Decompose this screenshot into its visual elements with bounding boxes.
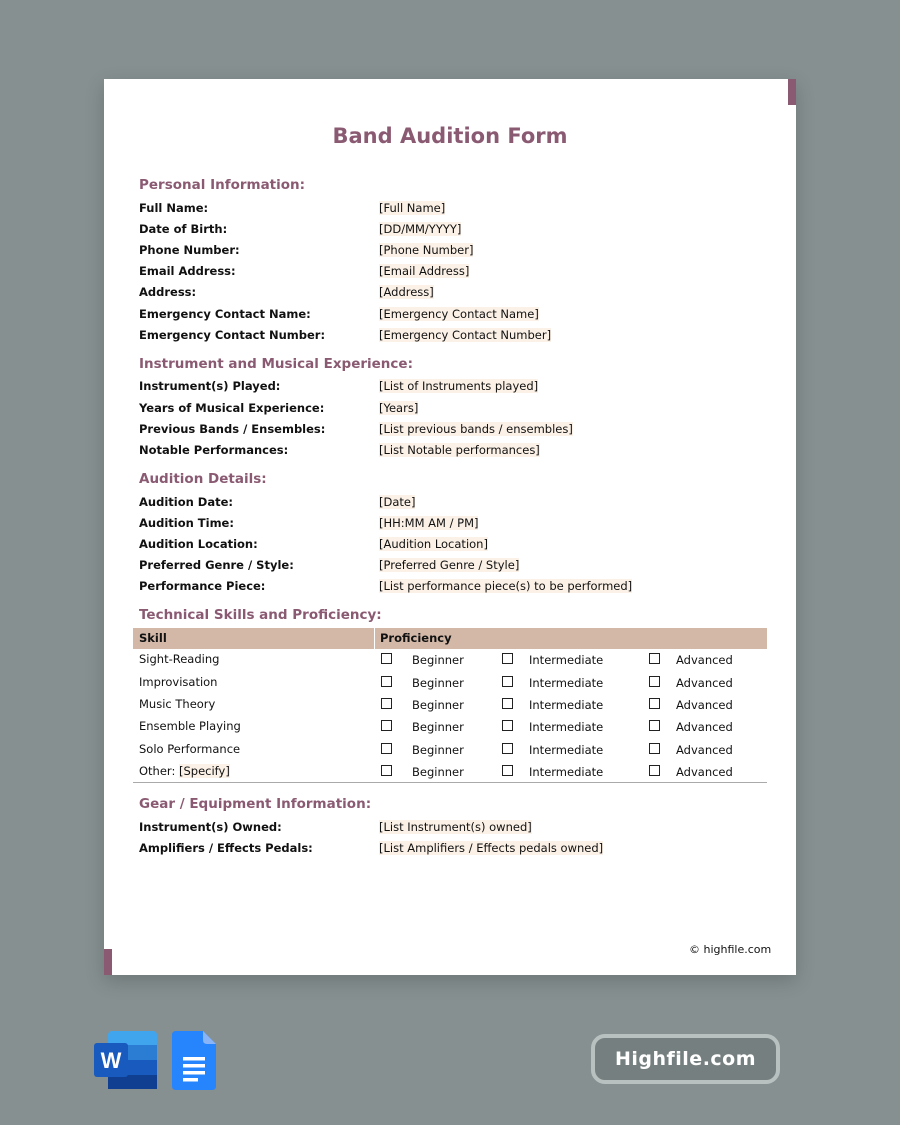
column-divider (374, 628, 375, 649)
field-value[interactable]: [Audition Location] (379, 537, 488, 551)
skill-name: Ensemble Playing (139, 719, 241, 733)
corner-accent-bottom-left (104, 949, 112, 975)
checkbox-advanced[interactable] (649, 743, 660, 754)
checkbox-intermediate[interactable] (502, 720, 513, 731)
option-label: Advanced (676, 698, 733, 712)
checkbox-intermediate[interactable] (502, 743, 513, 754)
form-row (139, 243, 769, 263)
form-title: Band Audition Form (332, 124, 568, 148)
field-value[interactable]: [List previous bands / ensembles] (379, 422, 573, 436)
option-label: Intermediate (529, 676, 604, 690)
section-heading-personal: Personal Information: (139, 177, 306, 193)
word-icon-letter: W (100, 1048, 122, 1073)
option-label: Intermediate (529, 653, 604, 667)
field-value[interactable]: [List Notable performances] (379, 443, 540, 457)
checkbox-intermediate[interactable] (502, 676, 513, 687)
field-label: Address: (139, 285, 197, 299)
field-value[interactable]: [Full Name] (379, 201, 446, 215)
google-docs-icon[interactable] (172, 1031, 216, 1090)
field-value[interactable]: [HH:MM AM / PM] (379, 516, 479, 530)
form-row (139, 579, 769, 599)
field-value[interactable]: [Date] (379, 495, 416, 509)
section-heading-audition: Audition Details: (139, 471, 267, 487)
skill-row (139, 652, 769, 672)
form-row (139, 264, 769, 284)
option-label: Beginner (412, 698, 464, 712)
option-label: Beginner (412, 676, 464, 690)
option-label: Intermediate (529, 765, 604, 779)
field-label: Instrument(s) Owned: (139, 820, 282, 834)
skill-name: Solo Performance (139, 742, 241, 756)
column-header-proficiency: Proficiency (380, 631, 452, 645)
field-value[interactable]: [Preferred Genre / Style] (379, 558, 520, 572)
form-row (139, 443, 769, 463)
skills-table-header (133, 628, 767, 649)
checkbox-advanced[interactable] (649, 676, 660, 687)
checkbox-advanced[interactable] (649, 720, 660, 731)
checkbox-beginner[interactable] (381, 653, 392, 664)
field-label: Preferred Genre / Style: (139, 558, 294, 572)
option-label: Advanced (676, 653, 733, 667)
option-label: Beginner (412, 720, 464, 734)
form-row (139, 307, 769, 327)
highfile-brand-button[interactable]: Highfile.com (591, 1034, 780, 1084)
section-heading-gear: Gear / Equipment Information: (139, 796, 372, 812)
skill-name: Sight-Reading (139, 652, 220, 666)
field-label: Amplifiers / Effects Pedals: (139, 841, 313, 855)
field-value[interactable]: [Email Address] (379, 264, 470, 278)
checkbox-beginner[interactable] (381, 720, 392, 731)
field-label: Performance Piece: (139, 579, 266, 593)
checkbox-beginner[interactable] (381, 698, 392, 709)
form-row (139, 820, 769, 840)
checkbox-advanced[interactable] (649, 698, 660, 709)
field-value[interactable]: [DD/MM/YYYY] (379, 222, 462, 236)
form-row (139, 516, 769, 536)
form-row (139, 422, 769, 442)
field-label: Phone Number: (139, 243, 240, 257)
checkbox-beginner[interactable] (381, 743, 392, 754)
form-row (139, 328, 769, 348)
field-label: Instrument(s) Played: (139, 379, 281, 393)
column-header-skill: Skill (139, 631, 167, 645)
option-label: Intermediate (529, 720, 604, 734)
option-label: Beginner (412, 765, 464, 779)
field-label: Previous Bands / Ensembles: (139, 422, 326, 436)
field-label: Emergency Contact Number: (139, 328, 326, 342)
skill-name: Music Theory (139, 697, 216, 711)
checkbox-intermediate[interactable] (502, 653, 513, 664)
form-row (139, 379, 769, 399)
form-row (139, 495, 769, 515)
field-label: Email Address: (139, 264, 236, 278)
table-bottom-border (133, 782, 767, 783)
checkbox-intermediate[interactable] (502, 698, 513, 709)
field-label: Notable Performances: (139, 443, 289, 457)
option-label: Intermediate (529, 698, 604, 712)
field-value[interactable]: [List of Instruments played] (379, 379, 539, 393)
field-value[interactable]: [List Instrument(s) owned] (379, 820, 532, 834)
field-value[interactable]: [Phone Number] (379, 243, 474, 257)
form-row (139, 201, 769, 221)
field-value[interactable]: [Years] (379, 401, 419, 415)
field-label: Years of Musical Experience: (139, 401, 325, 415)
form-row (139, 401, 769, 421)
form-row (139, 537, 769, 557)
checkbox-beginner[interactable] (381, 765, 392, 776)
option-label: Beginner (412, 653, 464, 667)
field-label: Emergency Contact Name: (139, 307, 311, 321)
checkbox-advanced[interactable] (649, 765, 660, 776)
field-value[interactable]: [Address] (379, 285, 434, 299)
form-row (139, 285, 769, 305)
section-heading-skills: Technical Skills and Proficiency: (139, 607, 382, 623)
skill-row (139, 697, 769, 717)
skill-row (139, 719, 769, 739)
form-row (139, 222, 769, 242)
form-row (139, 558, 769, 578)
field-label: Audition Date: (139, 495, 233, 509)
skill-row (139, 675, 769, 695)
skill-specify-field[interactable]: [Specify] (178, 764, 230, 778)
option-label: Advanced (676, 765, 733, 779)
document-page (104, 79, 796, 975)
field-label: Date of Birth: (139, 222, 228, 236)
option-label: Beginner (412, 743, 464, 757)
option-label: Intermediate (529, 743, 604, 757)
skill-row (139, 742, 769, 762)
corner-accent-top-right (788, 79, 796, 105)
checkbox-beginner[interactable] (381, 676, 392, 687)
option-label: Advanced (676, 743, 733, 757)
checkbox-intermediate[interactable] (502, 765, 513, 776)
field-value[interactable]: [Emergency Contact Name] (379, 307, 539, 321)
skill-other-label: Other: (139, 764, 179, 778)
field-label: Full Name: (139, 201, 209, 215)
skill-row (139, 764, 769, 784)
option-label: Advanced (676, 720, 733, 734)
skill-name (139, 764, 230, 778)
field-label: Audition Time: (139, 516, 234, 530)
field-value[interactable]: [List Amplifiers / Effects pedals owned] (379, 841, 604, 855)
word-icon[interactable] (94, 1031, 157, 1089)
footer-copyright: © highfile.com (689, 943, 772, 956)
field-value[interactable]: [Emergency Contact Number] (379, 328, 552, 342)
section-heading-instrument: Instrument and Musical Experience: (139, 356, 413, 372)
field-label: Audition Location: (139, 537, 258, 551)
checkbox-advanced[interactable] (649, 653, 660, 664)
skill-name: Improvisation (139, 675, 218, 689)
form-row (139, 841, 769, 861)
field-value[interactable]: [List performance piece(s) to be performed] (379, 579, 633, 593)
option-label: Advanced (676, 676, 733, 690)
